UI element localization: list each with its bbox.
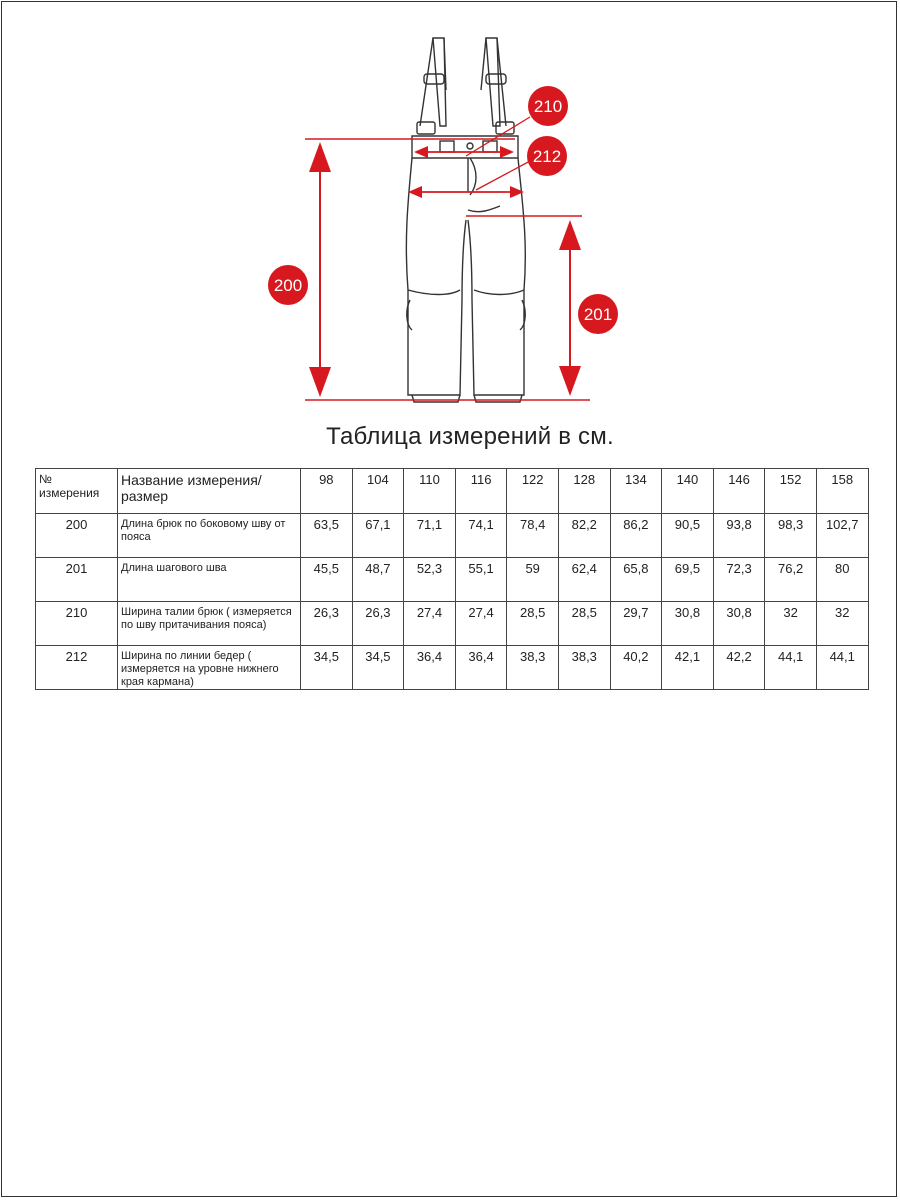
row-value: 40,2 [610, 646, 662, 690]
row-value: 55,1 [455, 558, 507, 602]
row-num: 210 [36, 602, 118, 646]
row-value: 38,3 [507, 646, 559, 690]
header-size: 128 [558, 469, 610, 514]
header-size: 110 [404, 469, 456, 514]
row-value: 59 [507, 558, 559, 602]
header-size: 158 [816, 469, 868, 514]
row-name: Длина шагового шва [118, 558, 301, 602]
row-num: 212 [36, 646, 118, 690]
row-value: 78,4 [507, 514, 559, 558]
row-value: 28,5 [507, 602, 559, 646]
row-value: 74,1 [455, 514, 507, 558]
row-name: Ширина талии брюк ( измеряется по шву притачивания пояса) [118, 602, 301, 646]
header-size: 104 [352, 469, 404, 514]
row-value: 36,4 [455, 646, 507, 690]
row-value: 82,2 [558, 514, 610, 558]
row-value: 34,5 [301, 646, 353, 690]
row-value: 86,2 [610, 514, 662, 558]
header-size: 116 [455, 469, 507, 514]
row-value: 30,8 [662, 602, 714, 646]
row-value: 52,3 [404, 558, 456, 602]
marker-201-label: 201 [583, 305, 613, 324]
header-name: Название измерения/размер [118, 469, 301, 514]
row-value: 28,5 [558, 602, 610, 646]
row-value: 42,1 [662, 646, 714, 690]
row-value: 34,5 [352, 646, 404, 690]
table-header-row [36, 469, 869, 514]
row-value: 26,3 [301, 602, 353, 646]
row-name: Длина брюк по боковому шву от пояса [118, 514, 301, 558]
marker-200 [268, 265, 308, 305]
table-row [36, 602, 869, 646]
header-size: 152 [765, 469, 817, 514]
size-table [35, 468, 869, 690]
row-value: 72,3 [713, 558, 765, 602]
row-name: Ширина по линии бедер ( измеряется на уровне нижнего края кармана) [118, 646, 301, 690]
table-row [36, 558, 869, 602]
page-title: Таблица измерений в см. [326, 423, 614, 450]
header-size: 122 [507, 469, 559, 514]
row-value: 27,4 [404, 602, 456, 646]
table-row [36, 514, 869, 558]
row-value: 67,1 [352, 514, 404, 558]
header-num: № измерения [36, 469, 118, 514]
header-size: 140 [662, 469, 714, 514]
row-value: 71,1 [404, 514, 456, 558]
row-value: 44,1 [765, 646, 817, 690]
row-value: 76,2 [765, 558, 817, 602]
header-size: 146 [713, 469, 765, 514]
table-row [36, 646, 869, 690]
row-value: 29,7 [610, 602, 662, 646]
marker-212-label: 212 [532, 147, 562, 166]
row-value: 26,3 [352, 602, 404, 646]
row-value: 38,3 [558, 646, 610, 690]
marker-212 [527, 136, 567, 176]
row-value: 63,5 [301, 514, 353, 558]
row-value: 42,2 [713, 646, 765, 690]
pants-outline [406, 38, 525, 402]
marker-210-label: 210 [533, 97, 563, 116]
row-value: 65,8 [610, 558, 662, 602]
marker-200-label: 200 [273, 276, 303, 295]
row-num: 200 [36, 514, 118, 558]
row-value: 80 [816, 558, 868, 602]
row-value: 30,8 [713, 602, 765, 646]
row-value: 45,5 [301, 558, 353, 602]
marker-201 [578, 294, 618, 334]
row-num: 201 [36, 558, 118, 602]
row-value: 44,1 [816, 646, 868, 690]
row-value: 90,5 [662, 514, 714, 558]
row-value: 98,3 [765, 514, 817, 558]
row-value: 62,4 [558, 558, 610, 602]
row-value: 102,7 [816, 514, 868, 558]
marker-210 [528, 86, 568, 126]
pants-measurement-diagram [0, 0, 900, 420]
header-size: 134 [610, 469, 662, 514]
row-value: 69,5 [662, 558, 714, 602]
row-value: 48,7 [352, 558, 404, 602]
row-value: 27,4 [455, 602, 507, 646]
row-value: 32 [816, 602, 868, 646]
row-value: 36,4 [404, 646, 456, 690]
header-size: 98 [301, 469, 353, 514]
row-value: 32 [765, 602, 817, 646]
row-value: 93,8 [713, 514, 765, 558]
